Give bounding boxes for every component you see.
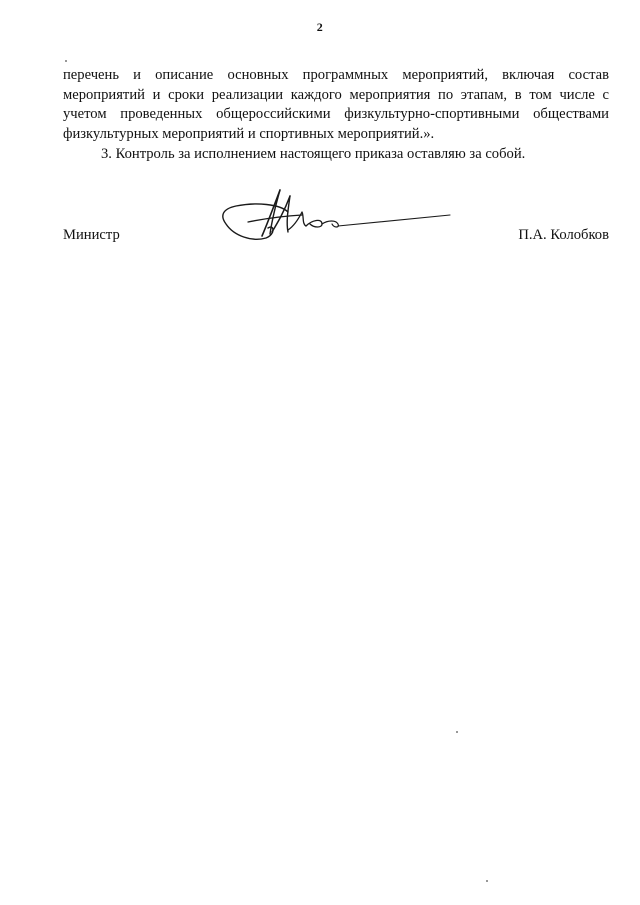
page-number: 2: [316, 20, 324, 34]
scan-speck: [65, 60, 67, 62]
signatory-name: П.А. Колобков: [518, 227, 609, 243]
paragraph-continuation: перечень и описание основных программных мероприятий, включая состав мероприятий и сроки реализации каждого мероприятия по этапам, в том числе с учетом проведенных общероссийскими физкультурно-спортивными обществами физкультурных мероприятий и спортивных мероприятий.».: [63, 67, 609, 142]
paragraph-item-3: 3. Контроль за исполнением настоящего приказа оставляю за собой.: [101, 146, 526, 162]
scan-speck: [456, 731, 458, 733]
signatory-position: Министр: [63, 227, 120, 243]
document-body: [63, 66, 609, 165]
scan-speck: [486, 880, 488, 882]
signature-row: [63, 227, 609, 247]
